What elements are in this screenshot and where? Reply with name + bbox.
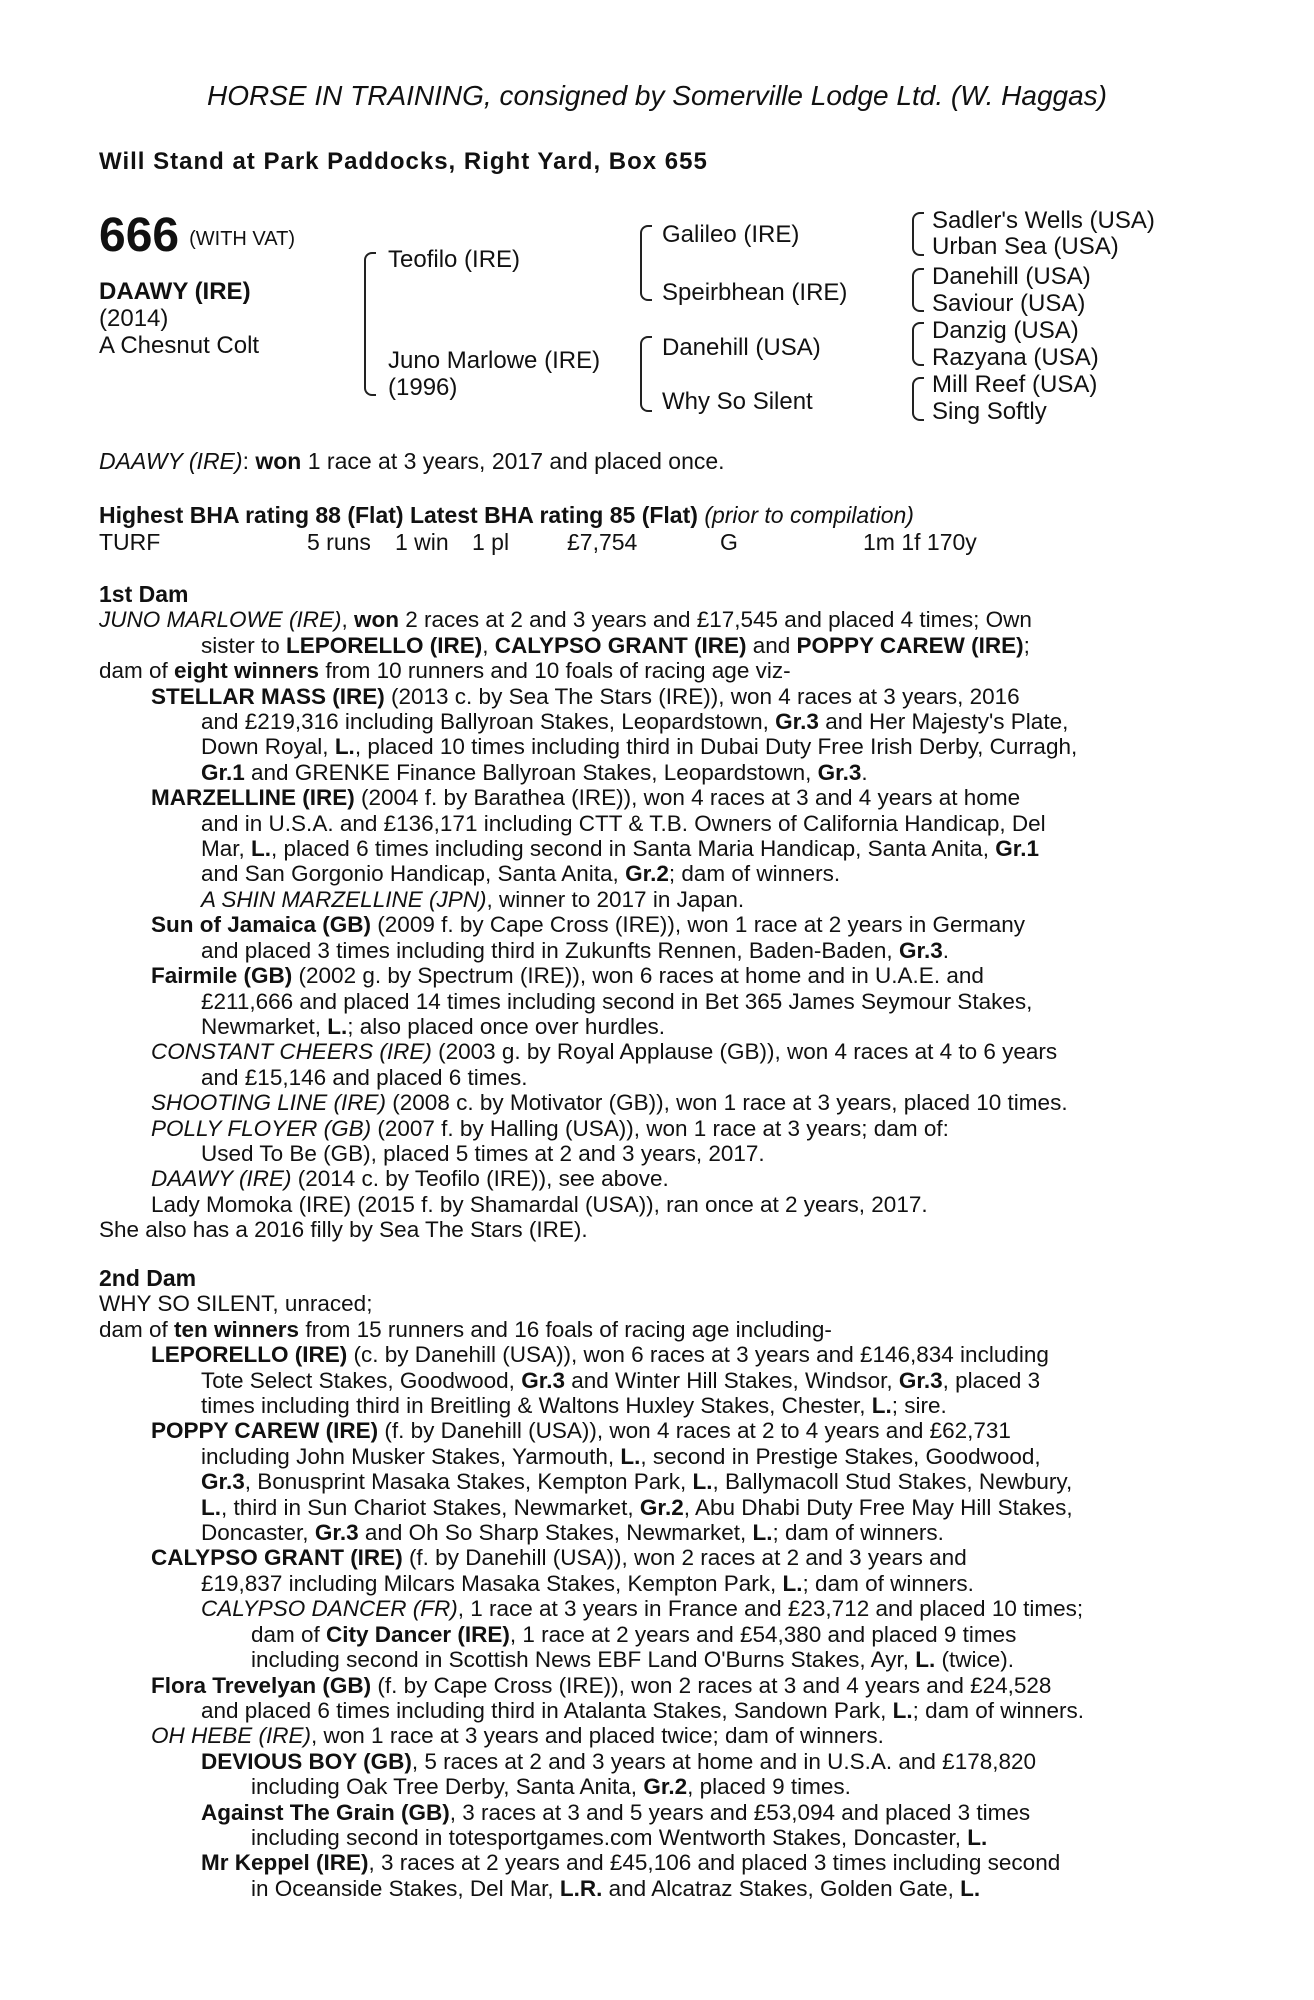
text-run: (2002 g. by Spectrum (IRE)), won 6 races at home and in U.A.E. and <box>292 963 984 989</box>
text-run: SHOOTING LINE (IRE) <box>151 1090 387 1116</box>
sire-dam: Speirbhean (IRE) <box>662 279 848 306</box>
first-dam-section <box>99 582 1199 1243</box>
sire: Teofilo (IRE) <box>388 246 521 273</box>
text-run: (f. by Danehill (USA)), won 2 races at 2 and 3 years and <box>402 1545 967 1571</box>
text-run: Against The Grain (GB) <box>201 1799 450 1825</box>
text-run: Sun of Jamaica (GB) <box>151 912 372 938</box>
text-run: L. <box>334 734 355 760</box>
text-run: L. <box>915 1647 936 1673</box>
text-run: including second in Scottish News EBF Land O'Burns Stakes, Ayr, <box>251 1647 916 1673</box>
text-line <box>99 1317 1199 1342</box>
text-run: £7,754 <box>567 529 638 555</box>
text-run: and Alcatraz Stakes, Golden Gate, <box>602 1875 961 1901</box>
text-line <box>99 963 1199 988</box>
text-line <box>99 1850 1199 1875</box>
sire-sire: Galileo (IRE) <box>662 221 800 248</box>
text-run: (f. by Danehill (USA)), won 4 races at 2 to 4 years and £62,731 <box>378 1418 1011 1444</box>
text-line <box>99 1520 1199 1545</box>
text-line <box>99 1800 1199 1825</box>
text-run: Gr.3 <box>201 1469 245 1495</box>
text-run: eight winners <box>174 658 320 684</box>
text-run: L. <box>752 1520 773 1546</box>
gen3-2: Urban Sea (USA) <box>932 233 1119 260</box>
text-run: sister to <box>201 632 287 658</box>
text-run: and <box>746 632 797 658</box>
gen3-4: Saviour (USA) <box>932 290 1086 317</box>
text-run: Gr.2 <box>643 1774 688 1800</box>
text-line <box>99 1014 1199 1039</box>
text-run: , Abu Dhabi Duty Free May Hill Stakes, <box>683 1494 1073 1520</box>
text-run: ten winners <box>174 1316 300 1342</box>
text-line <box>99 633 1199 658</box>
text-line: and in U.S.A. and £136,171 including CTT & T.B. Owners of California Handicap, Del <box>201 810 1046 836</box>
text-run: L. <box>782 1570 803 1596</box>
bha-rating: Highest BHA rating 88 (Flat) Latest BHA rating 85 (Flat) (prior to compilation) <box>99 502 914 528</box>
text-run: POLLY FLOYER (GB) <box>151 1115 372 1141</box>
text-run: TURF <box>99 529 161 555</box>
text-line <box>99 1622 1199 1647</box>
text-line <box>99 1774 1199 1799</box>
text-run: CALYPSO GRANT (IRE) <box>494 632 747 658</box>
text-line <box>99 1166 1199 1191</box>
first-dam-title: 1st Dam <box>99 581 189 607</box>
text-run: from 15 runners and 16 foals of racing age including- <box>299 1316 832 1342</box>
text-run: POPPY CAREW (IRE) <box>151 1418 379 1444</box>
text-run: (2013 c. by Sea The Stars (IRE)), won 4 races at 3 years, 2016 <box>384 683 1020 709</box>
text-run: L. <box>327 1013 348 1039</box>
text-line <box>99 1647 1199 1672</box>
text-run: JUNO MARLOWE (IRE) <box>99 607 342 633</box>
text-run: including John Musker Stakes, Yarmouth, <box>201 1443 621 1469</box>
text-run: ; dam of winners. <box>772 1520 944 1546</box>
dam-sire: Danehill (USA) <box>662 334 821 361</box>
text-run: STELLAR MASS (IRE) <box>151 683 385 709</box>
text-run: (2009 f. by Cape Cross (IRE)), won 1 race at 2 years in Germany <box>371 912 1026 938</box>
text-run: Tote Select Stakes, Goodwood, <box>201 1367 522 1393</box>
text-run: L. <box>892 1697 913 1723</box>
gen3-5: Danzig (USA) <box>932 317 1079 344</box>
text-run: , 3 races at 2 years and £45,106 and placed 3 times including second <box>368 1850 1061 1876</box>
text-run: CALYPSO GRANT (IRE) <box>151 1545 403 1571</box>
text-run: DEVIOUS BOY (GB) <box>201 1748 412 1774</box>
horse-name: DAAWY (IRE) <box>99 278 251 305</box>
text-run: LEPORELLO (IRE) <box>151 1342 348 1368</box>
text-run: Gr.3 <box>817 759 862 785</box>
text-run: won <box>354 607 400 633</box>
text-run: , 5 races at 2 and 3 years at home and in U.S.A. and £178,820 <box>411 1748 1037 1774</box>
text-run: dam of <box>251 1621 327 1647</box>
text-run: (2014 c. by Teofilo (IRE)), see above. <box>291 1166 669 1192</box>
text-line <box>99 861 1199 886</box>
text-line <box>99 1723 1199 1748</box>
text-line <box>99 938 1199 963</box>
text-run: DAAWY (IRE) <box>151 1166 292 1192</box>
text-line <box>99 1596 1199 1621</box>
text-run: (c. by Danehill (USA)), won 6 races at 3 years and £146,834 including <box>347 1342 1049 1368</box>
text-run: including second in totesportgames.com Wentworth Stakes, Doncaster, <box>251 1824 968 1850</box>
text-line <box>99 1342 1199 1367</box>
text-run: . <box>942 937 949 963</box>
text-line <box>99 836 1199 861</box>
text-run: and Winter Hill Stakes, Windsor, <box>564 1367 899 1393</box>
text-run: POPPY CAREW (IRE) <box>796 632 1024 658</box>
text-line <box>99 658 1199 683</box>
text-run: L. <box>620 1443 641 1469</box>
text-line: WHY SO SILENT, unraced; <box>99 1291 373 1317</box>
text-line <box>99 887 1199 912</box>
text-run: dam of <box>99 658 175 684</box>
second-dam-section <box>99 1266 1199 1901</box>
text-run: L.R. <box>559 1875 603 1901</box>
text-run: Gr.3 <box>898 1367 943 1393</box>
text-run: ; sire. <box>891 1393 947 1419</box>
text-run: , placed 10 times including third in Dubai Duty Free Irish Derby, Curragh, <box>354 734 1078 760</box>
vat-note: (WITH VAT) <box>189 228 295 250</box>
text-run: and placed 6 times including third in Atalanta Stakes, Sandown Park, <box>201 1697 893 1723</box>
horse-description: A Chesnut Colt <box>99 332 260 359</box>
gen3-3: Danehill (USA) <box>932 263 1091 290</box>
pedigree-brace-3a <box>912 212 924 256</box>
text-run: 2 races at 2 and 3 years and £17,545 and placed 4 times; Own <box>399 607 1032 633</box>
text-run: Doncaster, <box>201 1520 315 1546</box>
text-run: L. <box>251 836 272 862</box>
text-run: Mr Keppel (IRE) <box>201 1850 369 1876</box>
text-run: LEPORELLO (IRE) <box>286 632 483 658</box>
text-line <box>99 1495 1199 1520</box>
pedigree-brace-3c <box>912 322 924 366</box>
text-line: Used To Be (GB), placed 5 times at 2 and 3 years, 2017. <box>201 1140 765 1166</box>
text-line <box>99 1090 1199 1115</box>
text-run: (2007 f. by Halling (USA)), won 1 race at 3 years; dam of: <box>371 1115 949 1141</box>
text-line <box>99 1418 1199 1443</box>
text-run: ; dam of winners. <box>802 1570 974 1596</box>
text-run: and placed 3 times including third in Zukunfts Rennen, Baden-Baden, <box>201 937 899 963</box>
pedigree-brace-3b <box>912 268 924 312</box>
second-dam-title: 2nd Dam <box>99 1265 197 1291</box>
text-run: CONSTANT CHEERS (IRE) <box>151 1039 432 1065</box>
text-run: Newmarket, <box>201 1013 328 1039</box>
text-run: , <box>341 607 355 633</box>
text-run: Mar, <box>201 836 252 862</box>
dam-dam: Why So Silent <box>662 388 813 415</box>
text-run: , won 1 race at 3 years and placed twice; dam of winners. <box>311 1723 884 1749</box>
text-line: £211,666 and placed 14 times including second in Bet 365 James Seymour Stakes, <box>201 988 1033 1014</box>
gen3-8: Sing Softly <box>932 398 1047 425</box>
text-run: , winner to 2017 in Japan. <box>486 886 745 912</box>
text-run: Gr.2 <box>625 861 669 887</box>
text-run: , placed 6 times including second in Santa Maria Handicap, Santa Anita, <box>271 836 996 862</box>
dam: Juno Marlowe (IRE) <box>388 347 601 374</box>
text-line: and £15,146 and placed 6 times. <box>201 1064 528 1090</box>
text-run: ; dam of winners. <box>912 1697 1084 1723</box>
text-line <box>99 1039 1199 1064</box>
text-run: Gr.3 <box>775 709 819 735</box>
text-run: from 10 runners and 10 foals of racing age viz- <box>319 658 791 684</box>
text-run: ; <box>1023 632 1030 658</box>
text-line <box>99 1116 1199 1141</box>
text-run: , Bonusprint Masaka Stakes, Kempton Park, <box>244 1469 693 1495</box>
text-run: Gr.3 <box>521 1367 565 1393</box>
text-run: ; also placed once over hurdles. <box>347 1013 665 1039</box>
text-run: Down Royal, <box>201 734 335 760</box>
text-run: (2004 f. by Barathea (IRE)), won 4 races at 3 and 4 years at home <box>354 785 1021 811</box>
text-run: Gr.1 <box>201 759 245 785</box>
text-run: MARZELLINE (IRE) <box>151 785 355 811</box>
race-record <box>99 529 977 556</box>
text-run: G <box>720 529 738 555</box>
text-run: , 1 race at 2 years and £54,380 and placed 9 times <box>509 1621 1017 1647</box>
text-run: 1 win <box>395 529 449 555</box>
text-run: and San Gorgonio Handicap, Santa Anita, <box>201 861 626 887</box>
text-line <box>99 1825 1199 1850</box>
text-line <box>99 684 1199 709</box>
text-run: , Ballymacoll Stud Stakes, Newbury, <box>712 1469 1073 1495</box>
text-run: L. <box>201 1494 221 1520</box>
pedigree-brace-2a <box>640 225 652 301</box>
text-line <box>99 1571 1199 1596</box>
lot-number: 666 (WITH VAT) <box>99 209 295 262</box>
text-run: , second in Prestige Stakes, Goodwood, <box>640 1443 1041 1469</box>
dam-year: (1996) <box>388 374 458 401</box>
text-line <box>99 1749 1199 1774</box>
race-summary: DAAWY (IRE): won 1 race at 3 years, 2017 and placed once. <box>99 448 725 474</box>
text-line <box>99 760 1199 785</box>
text-run: , 3 races at 3 and 5 years and £53,094 and placed 3 times <box>449 1799 1031 1825</box>
gen3-7: Mill Reef (USA) <box>932 371 1098 398</box>
text-run: , 1 race at 3 years in France and £23,712 and placed 10 times; <box>457 1596 1084 1622</box>
pedigree-brace-3d <box>912 377 924 421</box>
stand-location: Will Stand at Park Paddocks, Right Yard, Box 655 <box>99 148 708 175</box>
text-run: Flora Trevelyan (GB) <box>151 1672 372 1698</box>
text-run: (2008 c. by Motivator (GB)), won 1 race at 3 years, placed 10 times. <box>386 1090 1068 1116</box>
gen3-1: Sadler's Wells (USA) <box>932 207 1155 234</box>
text-line <box>99 1469 1199 1494</box>
text-run: L. <box>692 1469 713 1495</box>
text-line <box>99 912 1199 937</box>
text-line: Lady Momoka (IRE) (2015 f. by Shamardal (USA)), ran once at 2 years, 2017. <box>151 1191 928 1217</box>
catalogue-header: HORSE IN TRAINING, consigned by Somerville Lodge Ltd. (W. Haggas) <box>207 80 1107 111</box>
text-run: , <box>482 632 495 658</box>
text-line <box>99 734 1199 759</box>
text-run: £19,837 including Milcars Masaka Stakes, Kempton Park, <box>201 1570 783 1596</box>
pedigree-brace-1 <box>364 252 376 396</box>
text-run: times including third in Breitling & Waltons Huxley Stakes, Chester, <box>201 1393 872 1419</box>
text-run: A SHIN MARZELLINE (JPN) <box>201 886 487 912</box>
text-run: 1 pl <box>472 529 510 555</box>
text-line <box>99 1368 1199 1393</box>
text-line <box>99 1545 1199 1570</box>
text-line <box>99 1393 1199 1418</box>
text-line <box>99 709 1199 734</box>
text-run: including Oak Tree Derby, Santa Anita, <box>251 1774 644 1800</box>
text-run: Fairmile (GB) <box>151 963 293 989</box>
text-line: She also has a 2016 filly by Sea The Stars (IRE). <box>99 1217 588 1243</box>
text-run: 1m 1f 170y <box>863 529 977 555</box>
text-run: (twice). <box>935 1647 1014 1673</box>
text-run: (f. by Cape Cross (IRE)), won 2 races at 3 and 4 years and £24,528 <box>371 1672 1052 1698</box>
text-run: L. <box>871 1393 892 1419</box>
text-line <box>99 607 1199 632</box>
text-run: Gr.3 <box>314 1520 359 1546</box>
text-line <box>99 1444 1199 1469</box>
text-run: OH HEBE (IRE) <box>151 1723 312 1749</box>
text-run: ; dam of winners. <box>668 861 841 887</box>
text-line <box>99 1673 1199 1698</box>
foaling-year: (2014) <box>99 305 169 332</box>
text-run: . <box>861 759 868 785</box>
text-line <box>99 1698 1199 1723</box>
text-run: 5 runs <box>307 529 371 555</box>
text-run: and GRENKE Finance Ballyroan Stakes, Leopardstown, <box>244 759 818 785</box>
text-run: and £219,316 including Ballyroan Stakes, Leopardstown, <box>201 709 776 735</box>
text-run: and Her Majesty's Plate, <box>818 709 1069 735</box>
text-run: (2003 g. by Royal Applause (GB)), won 4 races at 4 to 6 years <box>431 1039 1058 1065</box>
text-run: L. <box>967 1824 988 1850</box>
text-run: and Oh So Sharp Stakes, Newmarket, <box>358 1520 753 1546</box>
text-run: , placed 9 times. <box>687 1774 851 1800</box>
text-run: in Oceanside Stakes, Del Mar, <box>251 1875 560 1901</box>
text-run: dam of <box>99 1316 175 1342</box>
gen3-6: Razyana (USA) <box>932 344 1099 371</box>
text-run: CALYPSO DANCER (FR) <box>201 1596 458 1622</box>
text-run: Gr.3 <box>898 937 943 963</box>
pedigree-brace-2b <box>640 336 652 412</box>
text-run: L. <box>960 1875 981 1901</box>
text-line <box>99 1876 1199 1901</box>
text-run: City Dancer (IRE) <box>326 1621 510 1647</box>
text-run: Gr.1 <box>995 836 1039 862</box>
text-run: , placed 3 <box>942 1367 1041 1393</box>
text-line <box>99 785 1199 810</box>
text-run: Gr.2 <box>639 1494 684 1520</box>
text-run: , third in Sun Chariot Stakes, Newmarket, <box>221 1494 640 1520</box>
